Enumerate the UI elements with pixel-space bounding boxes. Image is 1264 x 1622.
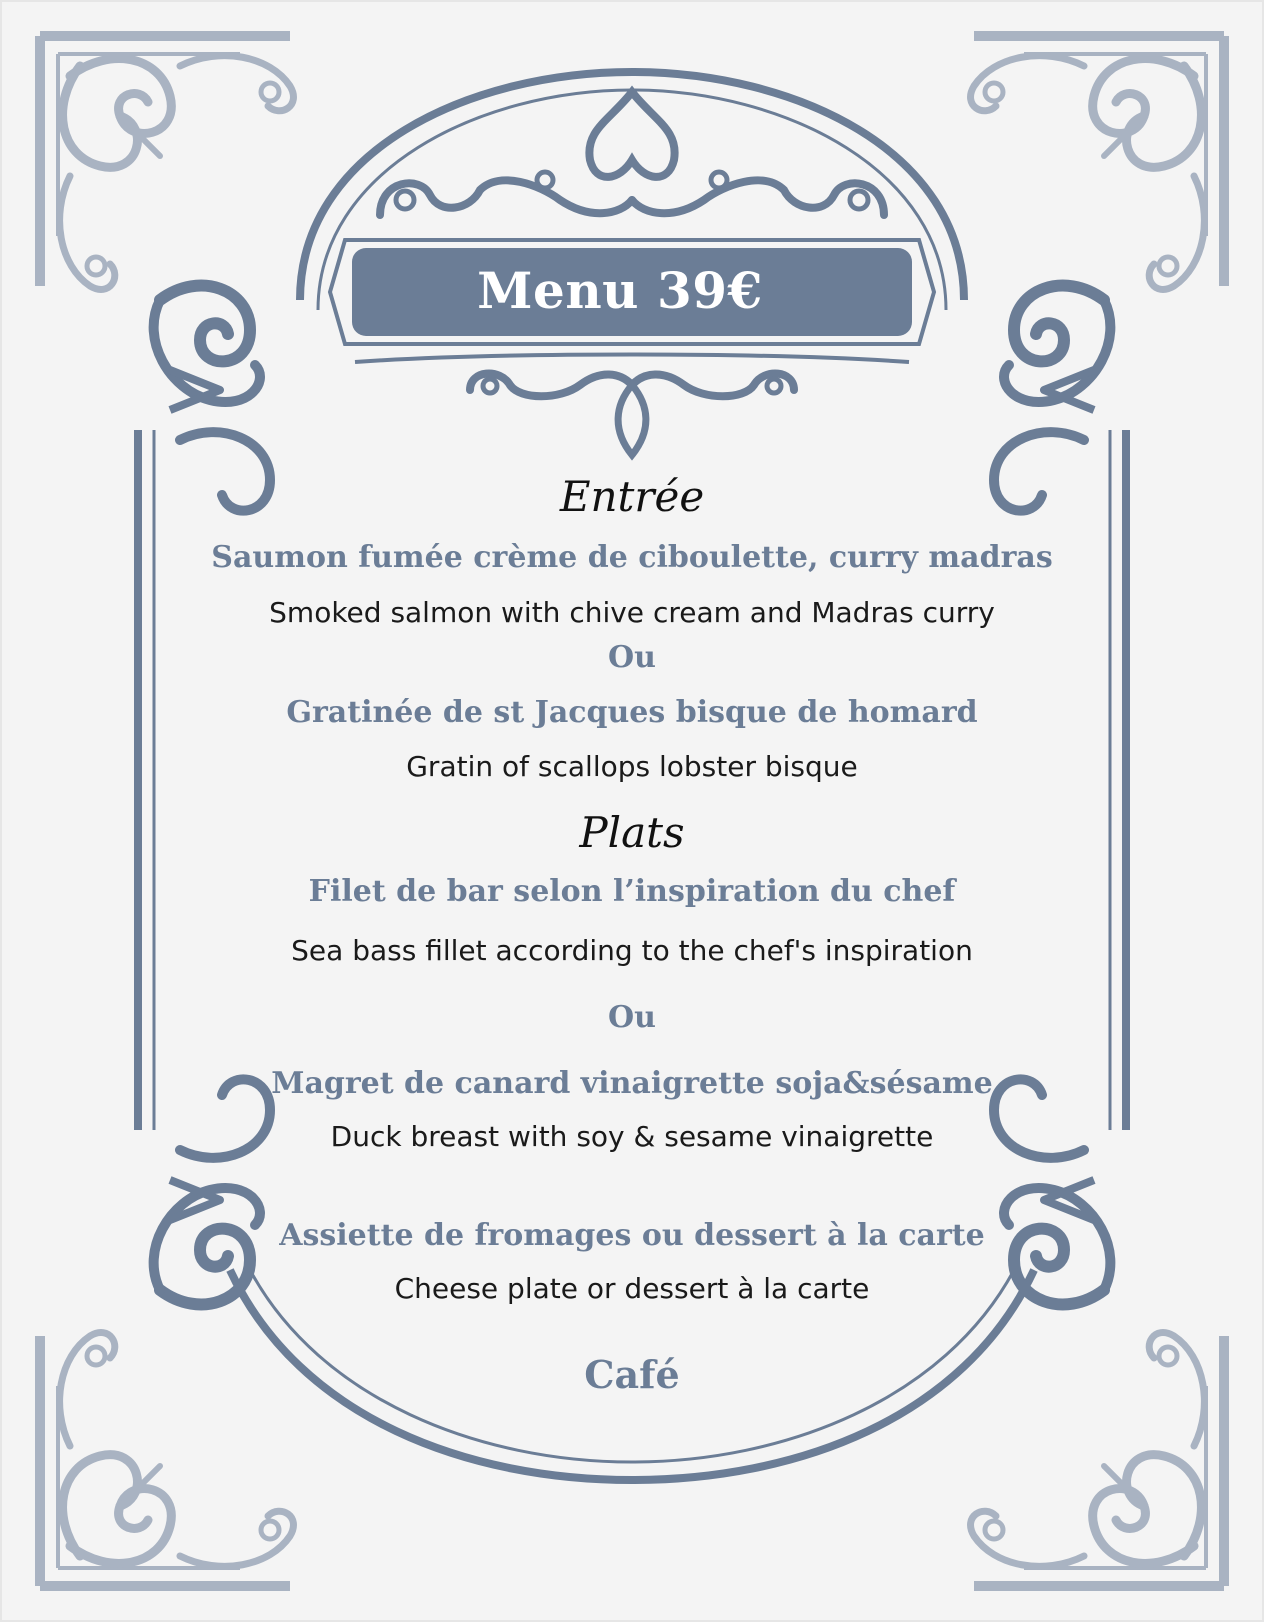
- crest-ornament-bottom: [470, 374, 794, 455]
- entree-option2-french: Gratinée de st Jacques bisque de homard: [286, 695, 978, 730]
- plats-option2-french: Magret de canard vinaigrette soja&sésame: [271, 1066, 993, 1101]
- plats-option1-french: Filet de bar selon l’inspiration du chef: [308, 874, 956, 909]
- plats-or: Ou: [608, 1000, 656, 1035]
- plats-option2-english: Duck breast with soy & sesame vinaigrette: [330, 1120, 934, 1153]
- corner-ornament-top-right: [971, 36, 1224, 289]
- scroll-ornament-lower-right: [994, 1079, 1110, 1304]
- entree-or: Ou: [608, 640, 656, 675]
- entree-option2-english: Gratin of scallops lobster bisque: [406, 750, 858, 783]
- plats-option1-english: Sea bass fillet according to the chef's inspiration: [291, 934, 973, 967]
- menu-title: Menu 39€: [477, 260, 763, 320]
- crest-ornament-top: [380, 92, 884, 215]
- plats-heading: Plats: [579, 808, 685, 857]
- entree-heading: Entrée: [559, 472, 705, 521]
- corner-ornament-top-left: [40, 36, 293, 289]
- dessert-french: Assiette de fromages ou dessert à la carte: [279, 1218, 985, 1253]
- entree-option1-french: Saumon fumée crème de ciboulette, curry madras: [211, 540, 1053, 575]
- dessert-english: Cheese plate or dessert à la carte: [394, 1272, 870, 1305]
- entree-option1-english: Smoked salmon with chive cream and Madras curry: [269, 596, 995, 629]
- scroll-ornament-lower-left: [154, 1079, 270, 1304]
- cafe-label: Café: [584, 1352, 680, 1397]
